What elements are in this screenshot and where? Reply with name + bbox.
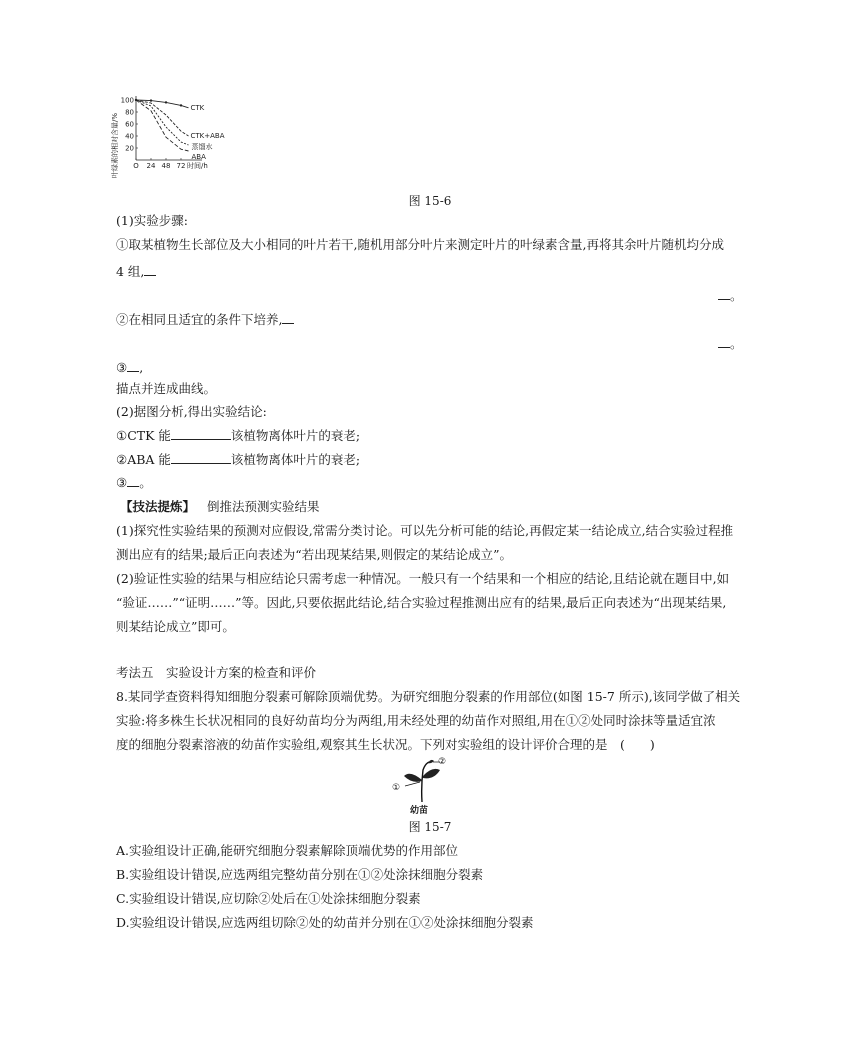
answer-blank[interactable] — [718, 286, 730, 300]
step-1-group-text: 4 组, — [116, 264, 145, 279]
tip-2-line-2: “验证……”“证明……”等。因此,只要依据此结论,结合实验过程推测出应有的结果,最后正向表述为“出现某结果, — [116, 595, 727, 610]
tip-2-line-1: (2)验证性实验的结果与相应结论只需考虑一种情况。一般只有一个结果和一个相应的结论,且结论就在题目中,如 — [116, 571, 730, 586]
chart-series — [135, 99, 189, 151]
answer-blank[interactable] — [127, 358, 139, 372]
series-label-2: CTK+ABA — [190, 132, 225, 140]
seedling-leaf-left — [404, 774, 422, 782]
technique-tip-title: 倒推法预测实验结果 — [206, 499, 320, 514]
series-line-1 — [136, 100, 189, 108]
seedling-figure — [392, 756, 448, 814]
answer-blank[interactable] — [144, 262, 156, 276]
seedling-leaf-right — [423, 769, 440, 778]
question-8-line-3: 度的细胞分裂素溶液的幼苗作实验组,观察其生长状况。下列对实验组的设计评价合理的是 ( ) — [116, 737, 655, 752]
option-d[interactable]: D.实验组设计错误,应选两组切除②处的幼苗并分别在①②处涂抹细胞分裂素 — [116, 915, 534, 930]
step-3-continued: 描点并连成曲线。 — [116, 381, 217, 396]
figure-caption-15-7: 图 15-7 — [408, 820, 452, 834]
series-point — [150, 99, 152, 101]
tip-1-line-2: 测出应有的结果;最后正向表述为“若出现某结果,则假定的某结论成立”。 — [116, 547, 512, 562]
seedling-label: 幼苗 — [410, 806, 429, 814]
y-tick-label: 80 — [125, 108, 134, 117]
chlorophyll-line-chart — [108, 90, 258, 186]
technique-tip-label: 【技法提炼】 — [120, 499, 196, 514]
question-8-line-1: 8.某同学查资料得知细胞分裂素可解除顶端优势。为研究细胞分裂素的作用部位(如图 15-7 所示),该同学做了相关 — [116, 689, 741, 704]
series-line-4 — [136, 100, 189, 151]
x-tick-label: 24 — [146, 162, 156, 170]
option-a[interactable]: A.实验组设计正确,能研究细胞分裂素解除顶端优势的作用部位 — [116, 843, 458, 858]
answer-blank[interactable] — [127, 473, 139, 487]
step-2-text: ②在相同且适宜的条件下培养, — [116, 310, 294, 329]
conclusion-3: ③ 。 — [116, 475, 152, 490]
option-b[interactable]: B.实验组设计错误,应选两组完整幼苗分别在①②处涂抹细胞分裂素 — [116, 867, 484, 882]
technique-tip-heading — [120, 498, 319, 516]
series-line-3 — [136, 100, 189, 145]
answer-blank[interactable] — [171, 426, 231, 440]
step-3-text: ③ , — [116, 360, 144, 375]
section-title: 考法五 实验设计方案的检查和评价 — [116, 665, 317, 680]
seedling-stem — [422, 762, 429, 802]
marker-2: ② — [438, 757, 447, 767]
figure-caption-15-6: 图 15-6 — [408, 194, 452, 208]
steps-title: (1)实验步骤: — [116, 213, 188, 228]
marker-line-1 — [405, 782, 420, 786]
conclusion-1: ①CTK 能 该植物离体叶片的衰老; — [116, 428, 361, 443]
series-label-1: CTK — [190, 103, 205, 112]
step-2-end: 。 — [718, 334, 743, 353]
marker-1: ① — [392, 783, 401, 793]
step-1-end: 。 — [718, 286, 743, 305]
step-1-continued — [116, 262, 156, 281]
y-tick-label: 40 — [125, 132, 134, 141]
series-point — [180, 104, 182, 106]
answer-blank[interactable] — [171, 450, 231, 464]
chart-series-labels — [191, 104, 225, 161]
step-1-text: ①取某植物生长部位及大小相同的叶片若干,随机用部分叶片来测定叶片的叶绿素含量,再将其余叶片随机均分成 — [116, 237, 724, 252]
answer-blank[interactable] — [282, 310, 294, 324]
x-tick-label: 72 — [176, 162, 186, 170]
y-tick-label: 100 — [120, 96, 134, 105]
answer-blank[interactable] — [718, 334, 730, 348]
tip-1-line-1: (1)探究性实验结果的预测对应假设,常需分类讨论。可以先分析可能的结论,再假定某一结论成立,结合实验过程推 — [116, 523, 734, 538]
x-tick-label: 48 — [161, 162, 171, 170]
tip-2-line-3: 则某结论成立”即可。 — [116, 619, 235, 634]
option-c[interactable]: C.实验组设计错误,应切除②处后在①处涂抹细胞分裂素 — [116, 891, 421, 906]
series-point — [165, 101, 167, 103]
conclusion-2: ②ABA 能 该植物离体叶片的衰老; — [116, 452, 361, 467]
analysis-title: (2)据图分析,得出实验结论: — [116, 404, 267, 419]
y-tick-label: 20 — [125, 144, 134, 153]
x-axis-label: 时间/h — [187, 162, 208, 170]
x-tick-label: O — [133, 162, 139, 170]
question-8-line-2: 实验:将多株生长状况相同的良好幼苗均分为两组,用未经处理的幼苗作对照组,用在①②处同时涂抹等量适宜浓 — [116, 713, 716, 728]
seedling-apex-bud — [428, 760, 434, 763]
y-axis-label: 叶绿素的相对含量/% — [111, 112, 119, 178]
y-tick-label: 60 — [125, 120, 134, 129]
series-label-3: 蒸馏水 — [191, 143, 213, 151]
series-label-4: ABA — [191, 153, 206, 161]
